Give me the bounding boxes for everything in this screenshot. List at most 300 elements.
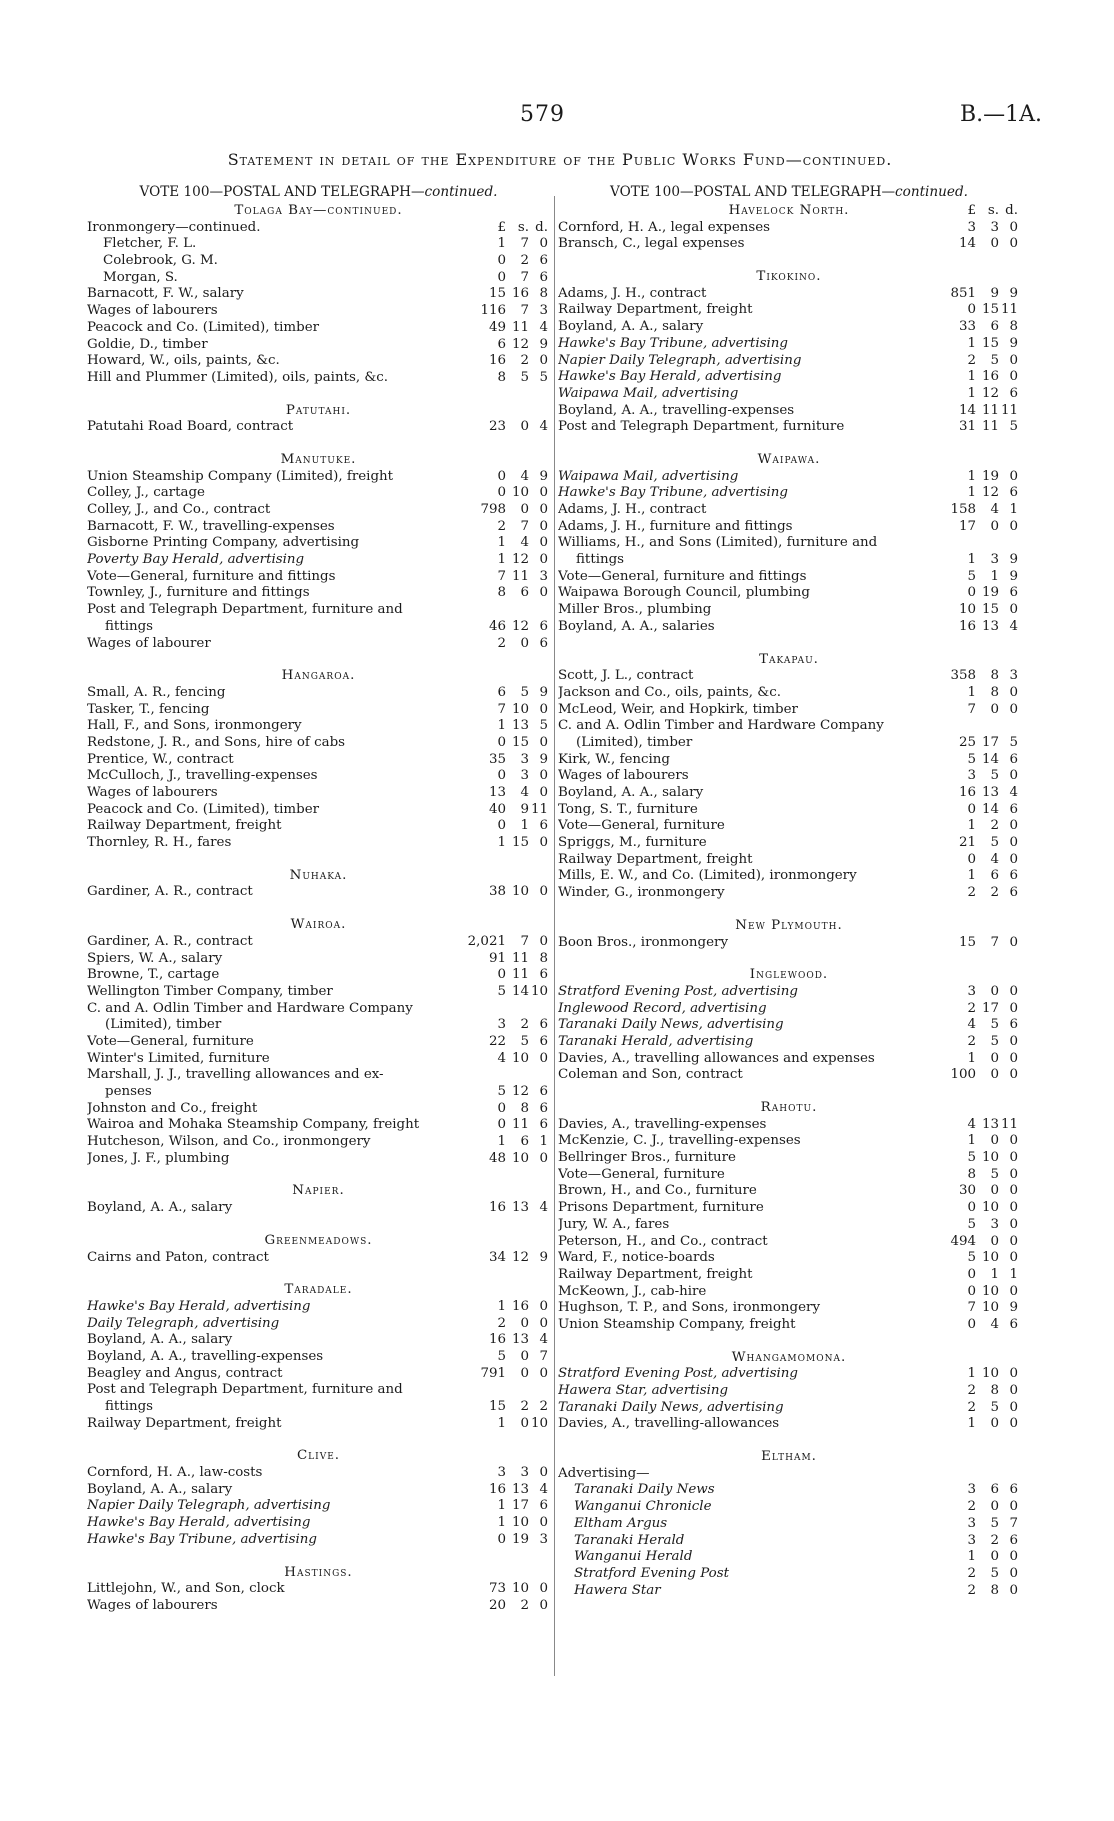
amount-shillings: 8 (990, 1383, 999, 1398)
amount-pounds: 8 (497, 585, 506, 601)
amount-shillings: 1 (990, 568, 999, 584)
amount-pence: 1 (539, 1134, 548, 1150)
row-description: Wages of labourers (558, 768, 689, 784)
amount-pence: 0 (1009, 518, 1018, 534)
amount-pounds: 20 (488, 1597, 506, 1613)
amount-pounds: 8 (497, 369, 506, 385)
table-row (558, 1150, 1020, 1167)
amount-pence: 0 (1009, 352, 1018, 368)
amount-pounds: 3 (967, 1515, 976, 1531)
section (87, 652, 550, 852)
section-gap (558, 1334, 1020, 1350)
section-title: Havelock North. (728, 203, 850, 218)
amount-pounds: 5 (967, 751, 976, 767)
table-row (87, 320, 550, 337)
amount-pence: 0 (539, 835, 548, 851)
section-title: Inglewood. (749, 967, 829, 983)
table-row (87, 1332, 550, 1349)
table-row (558, 735, 1020, 752)
section-title-row (558, 269, 1020, 286)
amount-pence: 0 (1009, 602, 1018, 618)
amount-pence: 6 (539, 253, 548, 269)
row-description: Post and Telegraph Department, furniture (558, 419, 845, 435)
amount-pounds: 46 (488, 618, 506, 634)
amount-pounds: 16 (488, 1200, 506, 1216)
amount-pounds: 14 (958, 402, 976, 418)
amount-shillings: 15 (981, 302, 999, 318)
amount-pence: 3 (539, 568, 548, 584)
statement-title: Statement in detail of the Expenditure of the Public Works Fund—continued. (227, 150, 893, 169)
amount-pounds: 5 (967, 1150, 976, 1166)
amount-pounds: 0 (497, 734, 506, 750)
row-description: Gisborne Printing Company, advertising (87, 535, 360, 551)
amount-pence: 4 (539, 1200, 548, 1216)
vote-heading-text: VOTE 100—POSTAL AND TELEGRAPH— (139, 184, 425, 200)
amount-pence: 0 (1009, 1133, 1018, 1149)
amount-pence: 8 (539, 950, 548, 966)
table-row (558, 752, 1020, 769)
table-row (558, 1067, 1020, 1084)
amount-shillings: 6 (990, 1482, 999, 1498)
amount-shillings: 0 (520, 1365, 529, 1381)
row-description: Taranaki Herald (574, 1532, 685, 1548)
row-description: Boyland, A. A., salaries (558, 618, 715, 634)
amount-pence: 4 (539, 319, 548, 335)
amount-shillings: 17 (981, 1000, 999, 1016)
table-row (87, 253, 550, 270)
table-row (87, 485, 550, 502)
section-title: Taradale. (284, 1282, 353, 1298)
row-description: Davies, A., travelling-allowances (558, 1416, 780, 1432)
section (87, 387, 550, 436)
row-description: Cornford, H. A., legal expenses (558, 219, 771, 235)
row-description: Tasker, T., fencing (87, 701, 210, 717)
amount-pounds: 2 (967, 1033, 976, 1049)
section-gap (558, 253, 1020, 269)
amount-pence: 6 (539, 635, 548, 651)
amount-pounds: 100 (950, 1067, 976, 1083)
section (87, 1549, 550, 1615)
amount-pence: d. (535, 219, 548, 235)
amount-pence: 0 (1009, 818, 1018, 834)
table-row (87, 1200, 550, 1217)
row-description: Fletcher, F. L. (103, 236, 197, 252)
row-description: Napier Daily Telegraph, advertising (558, 352, 802, 368)
amount-shillings: s. (517, 219, 529, 235)
row-description: Wanganui Herald (574, 1549, 693, 1565)
table-row (558, 286, 1020, 303)
right-sections (558, 203, 1020, 1599)
amount-shillings: 2 (990, 885, 999, 901)
amount-pence: 6 (539, 1498, 548, 1514)
amount-pounds: 1 (967, 385, 976, 401)
amount-pence: 6 (1009, 868, 1018, 884)
row-description: Taranaki Daily News (574, 1482, 715, 1498)
amount-pounds: 1 (967, 552, 976, 568)
amount-pence: 1 (1009, 1266, 1018, 1282)
section (558, 436, 1020, 636)
row-description: Hawke's Bay Tribune, advertising (558, 335, 788, 351)
amount-shillings: 0 (520, 419, 529, 435)
section-title-row (558, 652, 1020, 669)
amount-shillings: 13 (511, 1481, 529, 1497)
amount-pounds: 2 (497, 1315, 506, 1331)
amount-pounds: 1 (497, 1498, 506, 1514)
row-description: Advertising— (558, 1465, 650, 1481)
amount-pounds: 6 (497, 336, 506, 352)
section-title-row (87, 452, 550, 469)
amount-pounds: 49 (488, 319, 506, 335)
row-description: Hawke's Bay Herald, advertising (87, 1298, 311, 1314)
section-title-row (87, 917, 550, 934)
amount-pence: 0 (1009, 1383, 1018, 1398)
amount-pence: 6 (539, 269, 548, 285)
amount-shillings: 12 (511, 1249, 529, 1265)
row-description: Cornford, H. A., law-costs (87, 1465, 263, 1481)
section-title: Rahotu. (760, 1100, 818, 1115)
amount-shillings: 5 (990, 768, 999, 784)
section (87, 1167, 550, 1216)
table-row (87, 1581, 550, 1598)
amount-pence: 2 (539, 1399, 548, 1414)
amount-pounds: 2 (967, 1499, 976, 1515)
row-description: Miller Bros., plumbing (558, 602, 712, 618)
amount-pence: 0 (539, 785, 548, 800)
amount-pounds: 5 (967, 1216, 976, 1232)
amount-shillings: 14 (511, 983, 529, 999)
amount-shillings: 0 (990, 983, 999, 999)
amount-pounds: 2 (967, 1399, 976, 1415)
amount-pence: 9 (539, 751, 548, 767)
amount-pounds: 31 (958, 419, 976, 435)
amount-pence: 9 (539, 1249, 548, 1265)
table-row (87, 984, 550, 1001)
amount-shillings: 5 (990, 1033, 999, 1049)
amount-shillings: 1 (990, 1266, 999, 1282)
amount-pounds: 1 (967, 868, 976, 884)
table-row (558, 1267, 1020, 1284)
amount-pence: 10 (530, 983, 548, 999)
amount-pence: 0 (539, 1515, 548, 1531)
amount-pounds: 38 (488, 884, 506, 900)
section-title: Greenmeadows. (264, 1232, 373, 1248)
amount-shillings: 0 (990, 1549, 999, 1565)
row-description: Colley, J., and Co., contract (87, 502, 271, 517)
amount-pounds: 1 (967, 1549, 976, 1565)
table-row (558, 386, 1020, 403)
row-description: Boon Bros., ironmongery (558, 934, 729, 950)
amount-pounds: 1 (967, 369, 976, 385)
amount-shillings: 5 (990, 835, 999, 851)
table-row (87, 1034, 550, 1051)
amount-pence: 0 (1009, 1366, 1018, 1382)
amount-pounds: 358 (950, 668, 976, 684)
amount-pounds: 0 (497, 1100, 506, 1116)
amount-pounds: 0 (967, 801, 976, 817)
section-title: New Plymouth. (735, 917, 843, 933)
amount-shillings: 10 (511, 884, 529, 900)
table-row (558, 935, 1020, 952)
amount-shillings: 8 (990, 684, 999, 700)
row-description: Townley, J., furniture and fittings (87, 585, 310, 601)
amount-pence: 0 (1009, 1166, 1018, 1182)
table-row (87, 353, 550, 370)
amount-shillings: 19 (981, 468, 999, 484)
amount-pounds: 7 (967, 701, 976, 717)
table-row (87, 818, 550, 835)
table-row (87, 685, 550, 702)
amount-shillings: 0 (990, 1067, 999, 1083)
row-description: Ironmongery—continued. (87, 219, 261, 235)
table-row (558, 1051, 1020, 1068)
amount-shillings: 17 (511, 1498, 529, 1514)
amount-pence: 0 (539, 502, 548, 517)
row-description: Jones, J. F., plumbing (87, 1150, 230, 1166)
amount-shillings: 13 (511, 718, 529, 734)
amount-pounds: 17 (958, 518, 976, 534)
amount-pounds: 1 (967, 1366, 976, 1382)
amount-pounds: 10 (958, 602, 976, 618)
amount-pence: 0 (539, 701, 548, 717)
amount-shillings: 12 (511, 336, 529, 352)
amount-pence: 0 (1009, 1067, 1018, 1083)
table-row (87, 370, 550, 387)
row-description: Railway Department, freight (558, 302, 753, 318)
amount-shillings: 13 (511, 1200, 529, 1216)
amount-pence: 6 (1009, 1532, 1018, 1548)
row-description: Boyland, A. A., salary (558, 319, 704, 335)
table-row (558, 1183, 1020, 1200)
amount-pence: 4 (539, 1481, 548, 1497)
amount-shillings: 16 (511, 286, 529, 302)
row-description: Stratford Evening Post (574, 1565, 729, 1581)
table-row (87, 718, 550, 735)
row-description: Hawera Star (574, 1582, 661, 1598)
section-gap (558, 636, 1020, 652)
amount-pence: 0 (1009, 1050, 1018, 1066)
row-description: Railway Department, freight (558, 1266, 753, 1282)
amount-pence: 3 (1009, 668, 1018, 684)
amount-pounds: 1 (497, 1515, 506, 1531)
amount-pounds: 1 (967, 1050, 976, 1066)
row-description: Peacock and Co. (Limited), timber (87, 319, 320, 335)
amount-pence: 6 (1009, 1482, 1018, 1498)
row-description: Redstone, J. R., and Sons, hire of cabs (87, 734, 346, 750)
table-row (558, 1317, 1020, 1334)
table-row (558, 718, 1020, 735)
table-row (87, 884, 550, 901)
table-row (558, 1300, 1020, 1317)
section (558, 1084, 1020, 1334)
amount-shillings: 0 (990, 518, 999, 534)
amount-pounds: 14 (958, 236, 976, 252)
amount-pence: 10 (530, 1415, 548, 1431)
row-description: Boyland, A. A., salary (87, 1332, 233, 1348)
amount-pence: 4 (1009, 618, 1018, 634)
row-description: Hutcheson, Wilson, and Co., ironmongery (87, 1134, 371, 1150)
table-row (87, 752, 550, 769)
table-row (558, 1499, 1020, 1516)
amount-pence: 9 (1009, 335, 1018, 351)
row-description: Daily Telegraph, advertising (87, 1315, 280, 1331)
amount-pence: 0 (539, 535, 548, 551)
amount-pounds: 0 (967, 1316, 976, 1332)
amount-pence: 0 (1009, 236, 1018, 252)
amount-pounds: 16 (958, 618, 976, 634)
row-description: Marshall, J. J., travelling allowances and ex- (87, 1067, 384, 1083)
section-title: Whangamomona. (731, 1349, 847, 1365)
row-description: fittings (105, 618, 154, 634)
amount-pounds: 48 (488, 1150, 506, 1166)
table-row (87, 585, 550, 602)
amount-shillings: 7 (520, 236, 529, 252)
amount-pence: 11 (1000, 1116, 1018, 1132)
table-row (87, 286, 550, 303)
amount-pence: 0 (539, 933, 548, 949)
row-description: Vote—General, furniture and fittings (87, 568, 336, 584)
table-row (87, 1017, 550, 1034)
table-row (558, 619, 1020, 636)
amount-pounds: 3 (497, 1465, 506, 1481)
table-row (87, 951, 550, 968)
table-row (87, 1515, 550, 1532)
amount-shillings: 5 (520, 1033, 529, 1049)
unit-pounds: £ (967, 203, 976, 218)
row-description: Hughson, T. P., and Sons, ironmongery (558, 1300, 821, 1316)
amount-pounds: 3 (967, 1532, 976, 1548)
amount-pence: 4 (1009, 785, 1018, 800)
table-row (558, 785, 1020, 802)
section (558, 1334, 1020, 1433)
amount-pence: 0 (539, 518, 548, 534)
table-row (558, 702, 1020, 719)
amount-shillings: 0 (990, 1499, 999, 1515)
amount-pence: 3 (539, 303, 548, 319)
amount-pounds: 3 (967, 219, 976, 235)
row-description: Hawera Star, advertising (558, 1383, 729, 1398)
left-column (87, 184, 550, 1615)
row-description: Gardiner, A. R., contract (87, 933, 253, 949)
amount-pence: 9 (1009, 1300, 1018, 1316)
amount-shillings: 7 (520, 269, 529, 285)
amount-shillings: 17 (981, 734, 999, 750)
amount-shillings: 10 (981, 1283, 999, 1299)
table-row (558, 1001, 1020, 1018)
amount-pence: 0 (1009, 1250, 1018, 1266)
table-row (87, 236, 550, 253)
section-title: Hastings. (284, 1564, 353, 1580)
section-gap (558, 951, 1020, 967)
row-description: penses (105, 1084, 152, 1099)
table-row (558, 353, 1020, 370)
amount-pence: 6 (539, 1117, 548, 1133)
amount-shillings: 0 (520, 1315, 529, 1331)
table-row (87, 1051, 550, 1068)
amount-pence: 0 (539, 884, 548, 900)
amount-pence: 4 (539, 1332, 548, 1348)
section-title-row (558, 452, 1020, 469)
amount-pounds: 0 (967, 1283, 976, 1299)
table-row (558, 369, 1020, 386)
amount-shillings: 5 (990, 1166, 999, 1182)
amount-pounds: 0 (967, 1266, 976, 1282)
row-description: Post and Telegraph Department, furniture and (87, 602, 403, 618)
table-row (558, 1416, 1020, 1433)
row-description: Adams, J. H., contract (558, 285, 707, 301)
amount-pounds: 2 (967, 1000, 976, 1016)
amount-shillings: 13 (981, 618, 999, 634)
amount-pence: 0 (539, 485, 548, 501)
table-row (558, 1383, 1020, 1400)
amount-shillings: 10 (511, 1050, 529, 1066)
row-description: Vote—General, furniture and fittings (558, 568, 807, 584)
row-description: Small, A. R., fencing (87, 684, 226, 700)
table-row (558, 585, 1020, 602)
table-row (558, 1466, 1020, 1483)
row-description: Post and Telegraph Department, furniture and (87, 1382, 403, 1398)
amount-pounds: 0 (497, 468, 506, 484)
amount-shillings: 10 (511, 1581, 529, 1597)
row-description: C. and A. Odlin Timber and Hardware Company (87, 1000, 413, 1016)
row-description: C. and A. Odlin Timber and Hardware Company (558, 718, 884, 734)
amount-shillings: 10 (511, 1515, 529, 1531)
table-row (87, 1117, 550, 1134)
amount-shillings: 13 (511, 1332, 529, 1348)
amount-shillings: 0 (520, 635, 529, 651)
row-description: Hawke's Bay Tribune, advertising (558, 485, 788, 501)
row-description: Boyland, A. A., salary (87, 1200, 233, 1216)
amount-shillings: 2 (990, 818, 999, 834)
amount-shillings: 16 (981, 369, 999, 385)
row-description: Johnston and Co., freight (87, 1100, 258, 1116)
table-row (87, 303, 550, 320)
amount-pounds: 0 (497, 818, 506, 834)
amount-shillings: 2 (520, 353, 529, 369)
amount-shillings: 11 (511, 967, 529, 983)
amount-pence: 0 (539, 1298, 548, 1314)
table-row (87, 1250, 550, 1267)
section-title-row (87, 1565, 550, 1582)
row-description: Mills, E. W., and Co. (Limited), ironmongery (558, 868, 857, 884)
row-description: Hawke's Bay Herald, advertising (558, 369, 782, 385)
table-row (558, 1167, 1020, 1184)
table-row (87, 220, 550, 237)
row-description: Davies, A., travelling allowances and expenses (558, 1050, 875, 1066)
section-gap (558, 902, 1020, 918)
amount-shillings: 19 (511, 1531, 529, 1547)
amount-pounds: 91 (488, 950, 506, 966)
amount-pounds: 3 (967, 983, 976, 999)
amount-pence: 0 (539, 1315, 548, 1331)
table-row (87, 1399, 550, 1416)
amount-shillings: 0 (990, 1416, 999, 1432)
amount-shillings: 5 (990, 1017, 999, 1033)
section-gap (87, 1167, 550, 1183)
section (558, 636, 1020, 902)
amount-pence: 9 (539, 468, 548, 484)
row-description: McKeown, J., cab-hire (558, 1283, 707, 1299)
table-row (87, 1316, 550, 1333)
amount-pence: 5 (1009, 734, 1018, 750)
row-description: Hawke's Bay Tribune, advertising (87, 1531, 317, 1547)
amount-shillings: 10 (981, 1300, 999, 1316)
amount-pence: 0 (1009, 1582, 1018, 1598)
row-description: Taranaki Daily News, advertising (558, 1399, 784, 1415)
amount-shillings: 15 (981, 335, 999, 351)
amount-pounds: 15 (958, 934, 976, 950)
row-description: Brown, H., and Co., furniture (558, 1183, 757, 1199)
amount-pence: 0 (1009, 768, 1018, 784)
